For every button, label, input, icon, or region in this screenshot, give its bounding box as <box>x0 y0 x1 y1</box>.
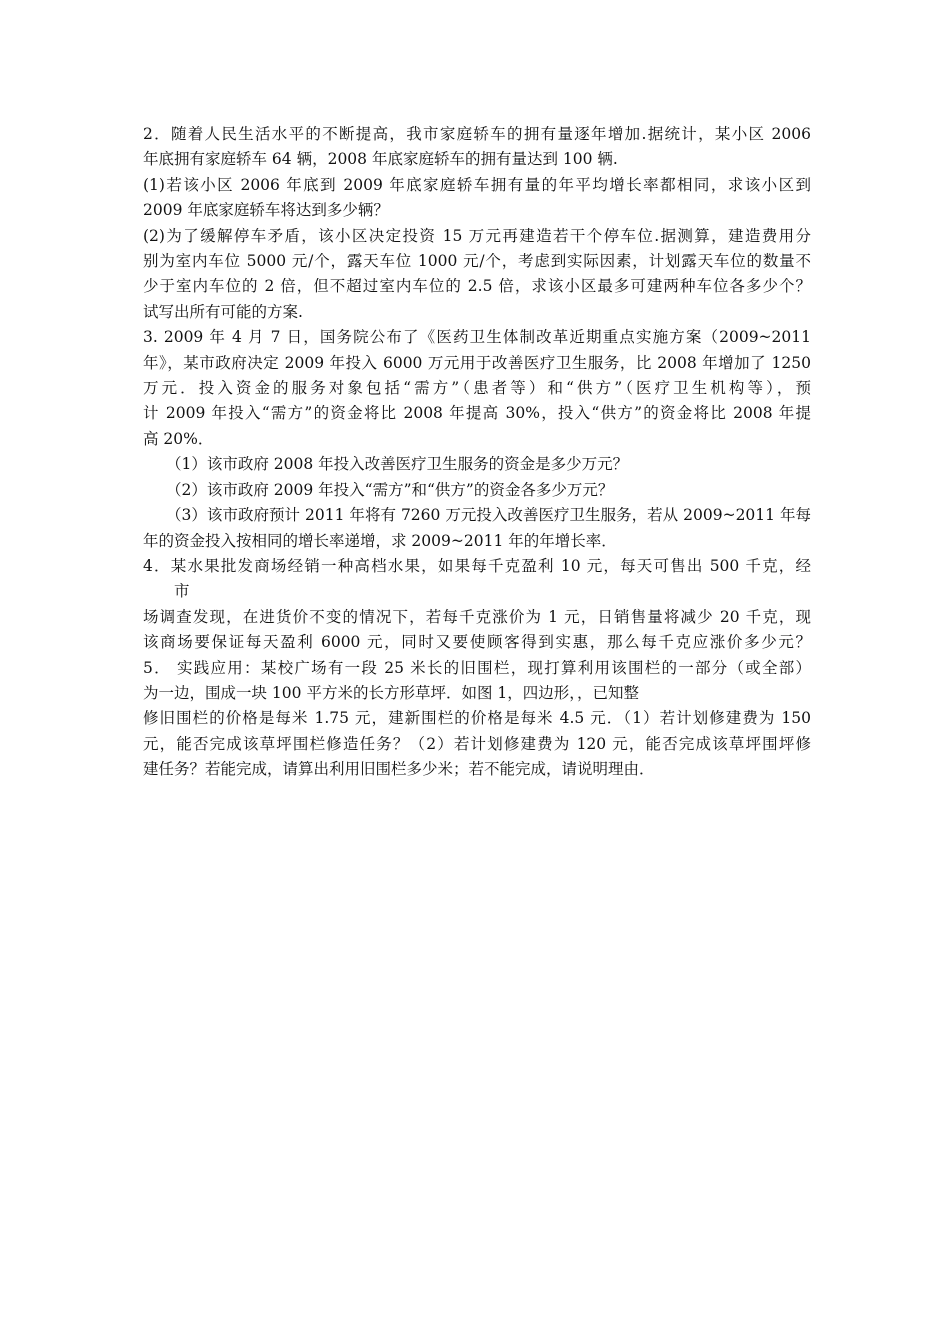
text-line: 场调查发现，在进货价不变的情况下，若每千克涨价为 1 元，日销售量将减少 20 千克，现 <box>143 607 811 626</box>
text-line: （3）该市政府预计 2011 年将有 7260 万元投入改善医疗卫生服务，若从 2009~2011 年每 <box>166 506 811 525</box>
text-line: 建任务？若能完成，请算出利用旧围栏多少米；若不能完成，请说明理由． <box>143 760 655 779</box>
text-line: 5． 实践应用：某校广场有一段 25 米长的旧围栏，现打算利用该围栏的一部分（或全部） <box>143 658 811 677</box>
text-line: （2）该市政府 2009 年投入“需方”和“供方”的资金各多少万元？ <box>166 480 614 499</box>
text-line: 2．随着人民生活水平的不断提高，我市家庭轿车的拥有量逐年增加.据统计，某小区 2006 <box>143 125 811 143</box>
text-line: 4．某水果批发商场经销一种高档水果，如果每千克盈利 10 元，每天可售出 500 千克，经 <box>143 556 811 575</box>
text-line: 该商场要保证每天盈利 6000 元，同时又要使顾客得到实惠，那么每千克应涨价多少元？ <box>143 633 811 652</box>
text-line: 年的资金投入按相同的增长率递增，求 2009~2011 年的年增长率． <box>143 531 617 550</box>
text-line: 为一边，围成一块 100 平方米的长方形草坪．如图 1，四边形，，已知整 <box>143 683 639 702</box>
text-line: 少于室内车位的 2 倍，但不超过室内车位的 2.5 倍，求该小区最多可建两种车位各多少个？ <box>143 277 811 296</box>
text-line: 万元．投入资金的服务对象包括“需方”（患者等）和“供方”（医疗卫生机构等），预 <box>143 379 811 398</box>
text-line: 计 2009 年投入“需方”的资金将比 2008 年提高 30%，投入“供方”的资金将比 2008 年提 <box>143 404 811 423</box>
text-line: 修旧围栏的价格是每米 1.75 元，建新围栏的价格是每米 4.5 元．（1）若计划修建费为 150 <box>143 709 811 728</box>
text-line: 年底拥有家庭轿车 64 辆，2008 年底家庭轿车的拥有量达到 100 辆. <box>143 150 618 169</box>
text-line: （1）该市政府 2008 年投入改善医疗卫生服务的资金是多少万元？ <box>166 455 629 474</box>
text-line: 2009 年底家庭轿车将达到多少辆？ <box>143 201 389 220</box>
text-line: 别为室内车位 5000 元/个，露天车位 1000 元/个，考虑到实际因素，计划露天车位的数量不 <box>143 252 811 271</box>
document-body <box>143 122 811 783</box>
text-line: 高 20%． <box>143 429 214 448</box>
text-line: 试写出所有可能的方案. <box>143 302 303 321</box>
text-line: 年》，某市政府决定 2009 年投入 6000 万元用于改善医疗卫生服务，比 2008 年增加了 1250 <box>143 353 811 372</box>
text-line: 市 <box>174 582 190 601</box>
text-line: 3. 2009 年 4 月 7 日，国务院公布了《医药卫生体制改革近期重点实施方案（2009~2011 <box>143 328 811 347</box>
text-line: (1)若该小区 2006 年底到 2009 年底家庭轿车拥有量的年平均增长率都相同，求该小区到 <box>143 175 811 194</box>
text-line: 元，能否完成该草坪围栏修造任务？（2）若计划修建费为 120 元，能否完成该草坪围坪修 <box>143 734 811 753</box>
text-line: (2)为了缓解停车矛盾，该小区决定投资 15 万元再建造若干个停车位.据测算，建造费用分 <box>143 226 811 245</box>
